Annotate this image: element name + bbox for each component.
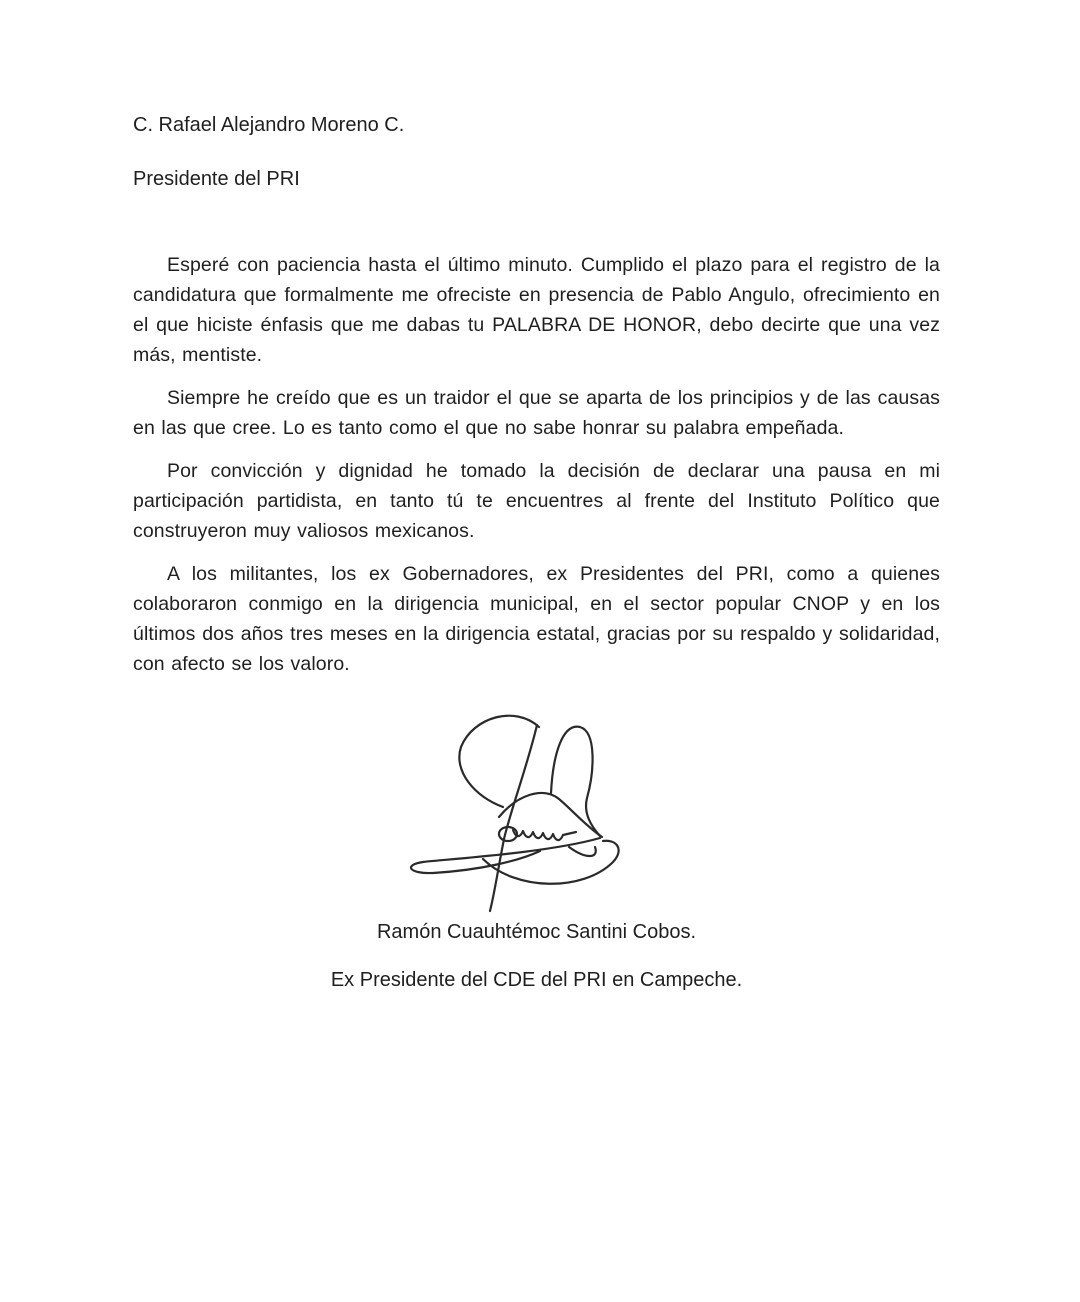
recipient-title: Presidente del PRI xyxy=(133,168,300,190)
letter-content xyxy=(133,112,940,993)
signatory-name: Ramón Cuauhtémoc Santini Cobos. xyxy=(376,921,697,943)
paragraph-1: Esperé con paciencia hasta el último minuto. Cumplido el plazo para el registro de la candidatura que formalmente me ofreciste en presencia de Pablo Angulo, ofrecimiento en el que hiciste énfasis que me dabas tu PALABRA DE HONOR, debo decirte que una vez más, mentiste. xyxy=(133,254,940,366)
signature-image xyxy=(387,701,687,913)
paragraph-2: Siempre he creído que es un traidor el que se aparta de los principios y de las causas en las que cree. Lo es tanto como el que no sabe honrar su palabra empeñada. xyxy=(133,387,940,439)
recipient-name: C. Rafael Alejandro Moreno C. xyxy=(133,114,405,136)
paragraph-3: Por convicción y dignidad he tomado la decisión de declarar una pausa en mi participación partidista, en tanto tú te encuentres al frente del Instituto Político que construyeron muy valiosos mexicanos. xyxy=(133,460,940,542)
letter-body xyxy=(133,250,940,679)
paragraph-4: A los militantes, los ex Gobernadores, ex Presidentes del PRI, como a quienes colaboraron conmigo en la dirigencia municipal, en el sector popular CNOP y en los últimos dos años tres meses en la dirigencia estatal, gracias por su respaldo y solidaridad, con afecto se los valoro. xyxy=(133,563,940,675)
signatory-title: Ex Presidente del CDE del PRI en Campeche. xyxy=(330,969,743,991)
